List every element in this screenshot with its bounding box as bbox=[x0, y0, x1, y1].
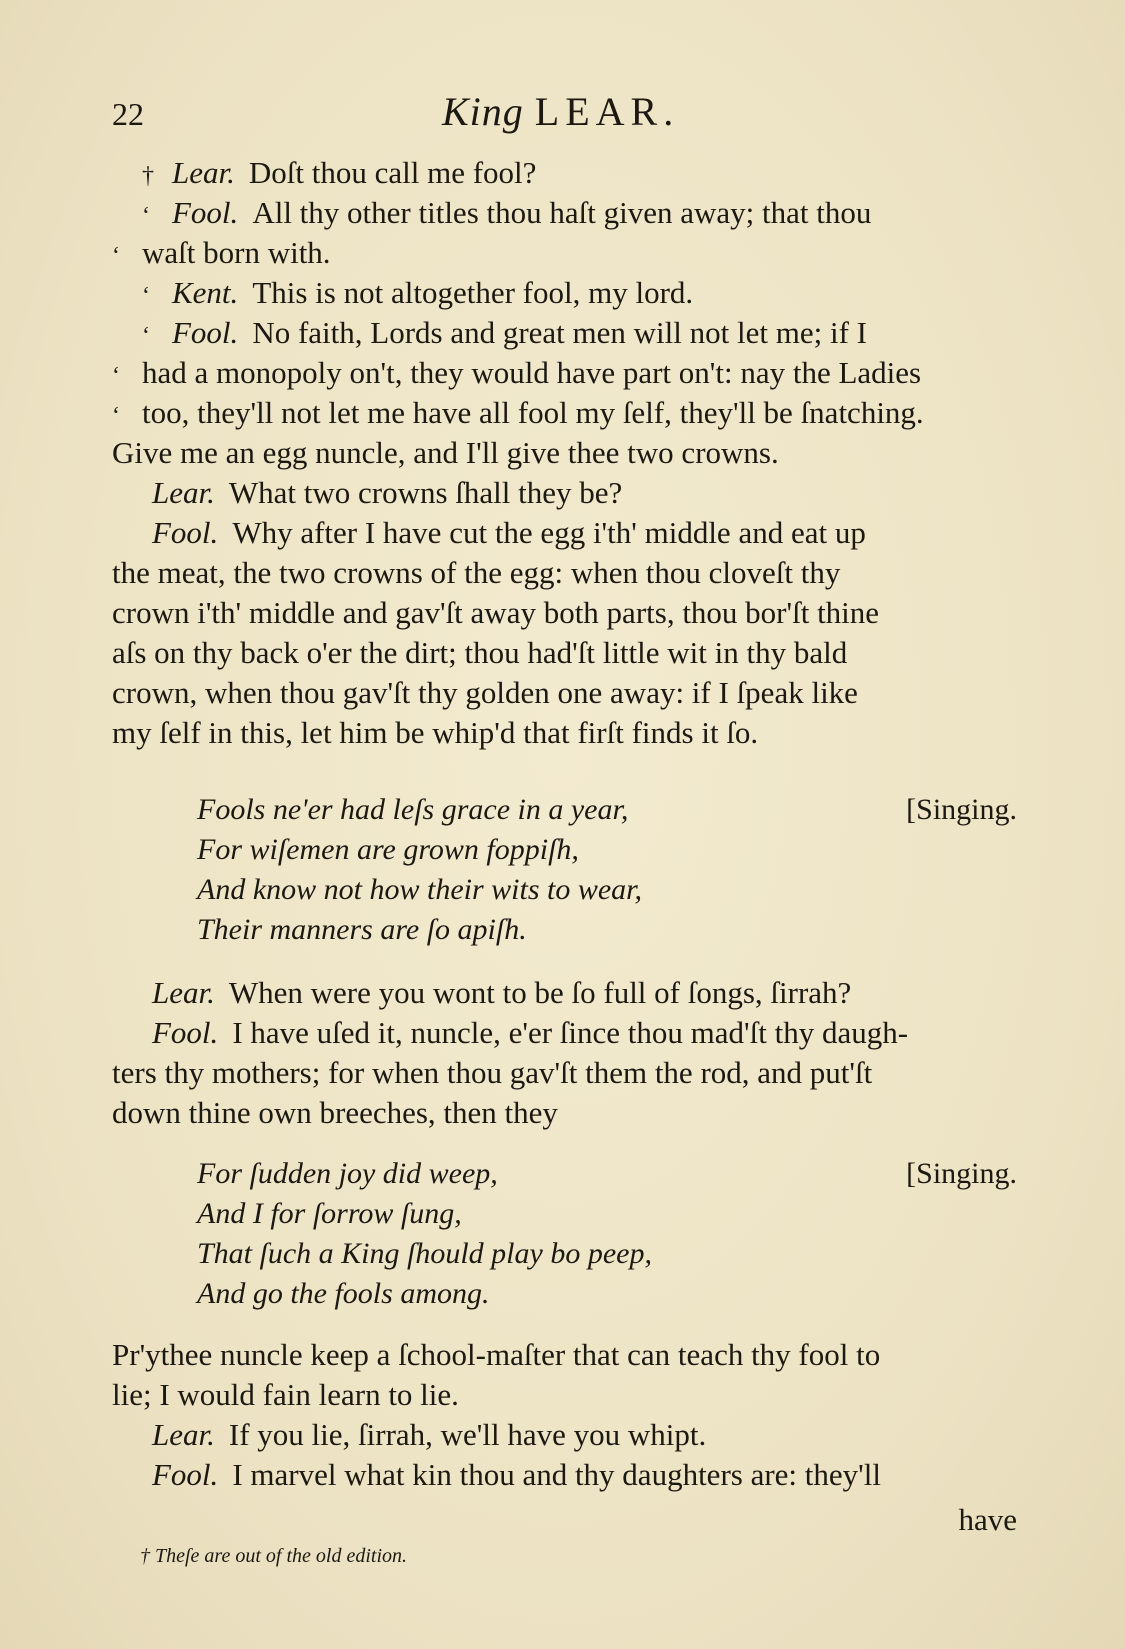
text-line bbox=[112, 153, 1017, 193]
song-line bbox=[197, 1274, 1017, 1314]
text-line bbox=[112, 513, 1017, 553]
verse-text: Their manners are ſo apiſh. bbox=[197, 913, 527, 946]
speech-text: aſs on thy back o'er the dirt; thou had'ſt little wit in thy bald bbox=[112, 635, 848, 670]
speech-text: Doſt thou call me fool? bbox=[248, 155, 537, 190]
line-mark: ‘ bbox=[112, 243, 120, 269]
text-line bbox=[112, 393, 1017, 433]
text-line bbox=[112, 233, 1017, 273]
text-line bbox=[112, 1013, 1017, 1053]
text-line bbox=[112, 1415, 1017, 1455]
line-mark: ‘ bbox=[142, 203, 150, 229]
text-line bbox=[112, 433, 1017, 473]
speech-text: my ſelf in this, let him be whip'd that firſt finds it ſo. bbox=[112, 715, 759, 750]
text-line bbox=[112, 973, 1017, 1013]
text-line bbox=[112, 673, 1017, 713]
text-line bbox=[112, 1455, 1017, 1495]
text-line bbox=[112, 1093, 1017, 1133]
text-line bbox=[112, 1053, 1017, 1093]
speaker-name: Lear. bbox=[152, 975, 215, 1010]
line-mark: ‘ bbox=[112, 363, 120, 389]
speaker-name: Lear. bbox=[152, 1417, 215, 1452]
text-line bbox=[112, 193, 1017, 233]
song-1 bbox=[197, 790, 1017, 950]
running-title-caps: LEAR. bbox=[534, 89, 680, 134]
speaker-name: Kent. bbox=[172, 275, 239, 310]
speech-text: This is not altogether fool, my lord. bbox=[252, 275, 694, 310]
verse-text: For wiſemen are grown foppiſh, bbox=[197, 833, 579, 866]
verse-text: And go the fools among. bbox=[197, 1277, 490, 1310]
text-line bbox=[112, 593, 1017, 633]
song-line bbox=[197, 910, 1017, 950]
speaker-name: Lear. bbox=[152, 475, 215, 510]
speech-text: too, they'll not let me have all fool my ſelf, they'll be ſnatching. bbox=[142, 395, 924, 430]
speech-text: Give me an egg nuncle, and I'll give thee two crowns. bbox=[112, 435, 779, 470]
catchword: have bbox=[958, 1502, 1017, 1537]
speaker-name: Fool. bbox=[172, 195, 239, 230]
speech-text: the meat, the two crowns of the egg: when thou cloveſt thy bbox=[112, 555, 841, 590]
song-line bbox=[197, 1234, 1017, 1274]
speech-text: I have uſed it, nuncle, e'er ſince thou mad'ſt thy daugh- bbox=[232, 1015, 909, 1050]
song-line bbox=[197, 790, 1017, 830]
speaker-name: Fool. bbox=[172, 315, 239, 350]
speaker-name: Fool. bbox=[152, 515, 219, 550]
speech-text: crown, when thou gav'ſt thy golden one away: if I ſpeak like bbox=[112, 675, 858, 710]
line-mark: ‘ bbox=[112, 403, 120, 429]
footnote: † Theſe are out of the old edition. bbox=[140, 1545, 408, 1567]
verse-text: And I for ſorrow ſung, bbox=[197, 1197, 462, 1230]
text-block-3 bbox=[112, 973, 1017, 1133]
song-line bbox=[197, 1194, 1017, 1234]
speech-text: down thine own breeches, then they bbox=[112, 1095, 558, 1130]
text-line bbox=[112, 553, 1017, 593]
speech-text-part: All thy other titles thou haſt given away; that thou bbox=[252, 195, 872, 230]
song-line bbox=[197, 830, 1017, 870]
speech-text: lie; I would fain learn to lie. bbox=[112, 1377, 459, 1412]
text-block-4 bbox=[112, 1335, 1017, 1495]
text-line bbox=[112, 473, 1017, 513]
verse-text: Fools ne'er had leſs grace in a year, bbox=[197, 793, 629, 826]
verse-text: For ſudden joy did weep, bbox=[197, 1157, 498, 1190]
text-line bbox=[112, 1375, 1017, 1415]
speech-text: had a monopoly on't, they would have part on't: nay the Ladies bbox=[142, 355, 922, 390]
page-number: 22 bbox=[112, 96, 144, 132]
speaker-name: Fool. bbox=[152, 1015, 219, 1050]
speech-text: I marvel what kin thou and thy daughters are: they'll bbox=[232, 1457, 881, 1492]
line-mark: † bbox=[142, 163, 154, 189]
text-block-2 bbox=[112, 433, 1017, 753]
speaker-name: Fool. bbox=[152, 1457, 219, 1492]
speech-text bbox=[252, 193, 1017, 233]
stage-direction: [Singing. bbox=[906, 793, 1017, 826]
text-line bbox=[112, 633, 1017, 673]
running-title bbox=[442, 88, 679, 135]
speech-text: ters thy mothers; for when thou gav'ſt them the rod, and put'ſt bbox=[112, 1055, 873, 1090]
text-block-1 bbox=[112, 153, 1017, 433]
song-line bbox=[197, 870, 1017, 910]
line-mark: ‘ bbox=[142, 283, 150, 309]
running-title-italic: King bbox=[442, 89, 524, 134]
text-line bbox=[112, 353, 1017, 393]
speech-text: What two crowns ſhall they be? bbox=[228, 475, 623, 510]
speech-text: When were you wont to be ſo full of ſongs, ſirrah? bbox=[228, 975, 852, 1010]
verse-text: That ſuch a King ſhould play bo peep, bbox=[197, 1237, 652, 1270]
song-2 bbox=[197, 1154, 1017, 1314]
speech-text: Pr'ythee nuncle keep a ſchool-maſter that can teach thy fool to bbox=[112, 1337, 881, 1372]
text-line bbox=[112, 713, 1017, 753]
speech-text: crown i'th' middle and gav'ſt away both parts, thou bor'ſt thine bbox=[112, 595, 880, 630]
speech-text: No faith, Lords and great men will not let me; if I bbox=[252, 315, 867, 350]
text-line bbox=[112, 273, 1017, 313]
song-line bbox=[197, 1154, 1017, 1194]
text-line bbox=[112, 313, 1017, 353]
speech-text: waſt born with. bbox=[142, 235, 331, 270]
line-mark: ‘ bbox=[142, 323, 150, 349]
stage-direction: [Singing. bbox=[906, 1157, 1017, 1190]
speaker-name: Lear. bbox=[172, 155, 235, 190]
verse-text: And know not how their wits to wear, bbox=[197, 873, 643, 906]
speech-text: Why after I have cut the egg i'th' middle and eat up bbox=[232, 515, 866, 550]
text-line bbox=[112, 1335, 1017, 1375]
page-header bbox=[112, 88, 1012, 148]
speech-text: If you lie, ſirrah, we'll have you whipt. bbox=[228, 1417, 707, 1452]
